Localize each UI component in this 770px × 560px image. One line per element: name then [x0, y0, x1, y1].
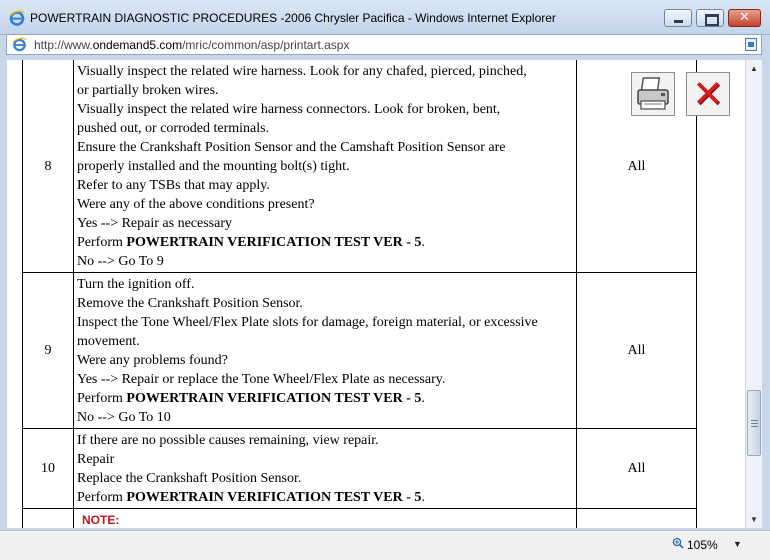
verification-test-link: POWERTRAIN VERIFICATION TEST VER - 5: [126, 235, 422, 250]
url-prefix: http://www.: [34, 38, 93, 52]
instruction-text: movement.: [77, 334, 140, 349]
minimize-button[interactable]: [664, 9, 692, 27]
instruction-suffix: .: [421, 490, 425, 505]
ie-page-icon: [12, 37, 27, 52]
instruction-line: [77, 119, 573, 138]
instruction-text: Turn the ignition off.: [77, 277, 195, 292]
verification-test-link: POWERTRAIN VERIFICATION TEST VER - 5: [126, 391, 422, 406]
instruction-text: Refer to any TSBs that may apply.: [77, 178, 270, 193]
address-bar[interactable]: [6, 34, 762, 55]
maximize-button[interactable]: [696, 9, 724, 27]
step-instructions: [74, 429, 577, 509]
step-instructions: [74, 509, 577, 529]
zoom-level: 105%: [687, 538, 718, 552]
instruction-text: properly installed and the mounting bolt(s) tight.: [77, 159, 350, 174]
applicability: All: [577, 60, 697, 273]
instruction-text: Visually inspect the related wire harness connectors. Look for broken, bent,: [77, 102, 501, 117]
scroll-down-arrow-icon[interactable]: ▼: [750, 515, 758, 524]
step-number: 9: [23, 273, 74, 429]
table-row: [23, 429, 697, 509]
instruction-line: [77, 469, 573, 488]
address-url[interactable]: [34, 38, 349, 52]
window-close-button[interactable]: [728, 9, 761, 27]
table-row: [23, 509, 697, 529]
instruction-text: If there are no possible causes remaining, view repair.: [77, 433, 379, 448]
instruction-line: [77, 370, 573, 389]
instruction-line: [77, 294, 573, 313]
step-number: [23, 509, 74, 529]
grip-line: [751, 426, 758, 427]
instruction-line: [77, 351, 573, 370]
instruction-line: [77, 488, 573, 507]
instruction-text: Perform: [77, 490, 127, 505]
note-label: NOTE:: [82, 513, 120, 527]
instruction-line: [77, 431, 573, 450]
window-close-icon: ✕: [739, 10, 750, 25]
step-number: 10: [23, 429, 74, 509]
instruction-line: [77, 408, 573, 427]
applicability: [577, 509, 697, 529]
grip-line: [751, 420, 758, 421]
instruction-text: pushed out, or corroded terminals.: [77, 121, 270, 136]
instruction-text: Replace the Crankshaft Position Sensor.: [77, 471, 302, 486]
instruction-line: [77, 275, 573, 294]
instruction-line: [77, 195, 573, 214]
instruction-text: Were any of the above conditions present?: [77, 197, 315, 212]
instruction-text: Yes --> Repair as necessary: [77, 216, 232, 231]
instruction-line: [77, 176, 573, 195]
vertical-scrollbar[interactable]: [745, 60, 762, 528]
instruction-text: Ensure the Crankshaft Position Sensor and the Camshaft Position Sensor are: [77, 140, 506, 155]
instruction-text: No --> Go To 10: [77, 410, 171, 425]
instruction-text: No --> Go To 9: [77, 254, 164, 269]
procedure-table: [22, 60, 697, 528]
print-button[interactable]: [631, 72, 675, 116]
applicability: All: [577, 273, 697, 429]
scroll-up-arrow-icon[interactable]: ▲: [750, 64, 758, 73]
zoom-magnifier-icon: [672, 537, 684, 549]
window-titlebar: [0, 0, 770, 35]
instruction-text: Yes --> Repair or replace the Tone Wheel/Flex Plate as necessary.: [77, 372, 446, 387]
instruction-text: Remove the Crankshaft Position Sensor.: [77, 296, 303, 311]
instruction-line: [77, 138, 573, 157]
window-title: POWERTRAIN DIAGNOSTIC PROCEDURES -2006 Chrysler Pacifica - Windows Internet Explorer: [30, 11, 556, 25]
printer-icon: [632, 73, 674, 115]
step-number: 8: [23, 60, 74, 273]
instruction-line: [77, 252, 573, 271]
instruction-text: Were any problems found?: [77, 353, 228, 368]
page-icon[interactable]: [745, 38, 757, 51]
table-row: [23, 60, 697, 273]
minimize-icon: [674, 20, 683, 23]
instruction-text: Perform: [77, 235, 127, 250]
status-bar: [0, 530, 770, 560]
instruction-line: [77, 313, 573, 332]
step-instructions: [74, 60, 577, 273]
maximize-icon: [705, 14, 719, 26]
zoom-dropdown-icon[interactable]: ▼: [733, 539, 742, 549]
instruction-line: [77, 100, 573, 119]
applicability: All: [577, 429, 697, 509]
instruction-text: Visually inspect the related wire harness. Look for any chafed, pierced, pinched,: [77, 64, 527, 79]
instruction-line: [77, 389, 573, 408]
instruction-suffix: .: [421, 391, 425, 406]
page-content: [7, 60, 745, 528]
instruction-line: [77, 62, 573, 81]
close-x-icon: ✕: [692, 72, 724, 116]
instruction-text: Repair: [77, 452, 115, 467]
instruction-text: Perform: [77, 391, 127, 406]
grip-line: [751, 423, 758, 424]
url-domain: ondemand5.com: [92, 38, 183, 52]
instruction-line: [77, 450, 573, 469]
ie-logo-icon: [9, 10, 25, 26]
verification-test-link: POWERTRAIN VERIFICATION TEST VER - 5: [126, 490, 422, 505]
instruction-line: [77, 233, 573, 252]
scroll-thumb[interactable]: [747, 390, 761, 456]
instruction-text: Inspect the Tone Wheel/Flex Plate slots for damage, foreign material, or excessive: [77, 315, 538, 330]
instruction-line: [77, 157, 573, 176]
instruction-line: [77, 332, 573, 351]
table-row: [23, 273, 697, 429]
instruction-line: [77, 81, 573, 100]
zoom-control[interactable]: [668, 535, 748, 555]
close-page-button[interactable]: [686, 72, 730, 116]
instruction-text: or partially broken wires.: [77, 83, 219, 98]
instruction-line: [77, 214, 573, 233]
instruction-suffix: .: [421, 235, 425, 250]
step-instructions: [74, 273, 577, 429]
url-path: /mric/common/asp/printart.aspx: [182, 38, 350, 52]
